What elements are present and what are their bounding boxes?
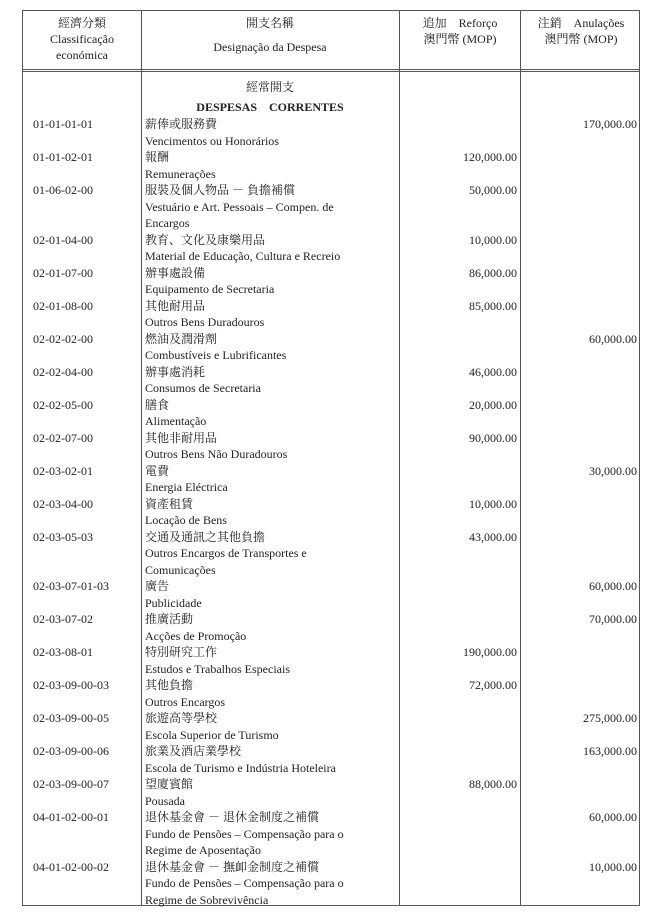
header-text: 追加 Reforço xyxy=(422,16,498,30)
row-description xyxy=(145,496,401,529)
row-description xyxy=(145,397,401,430)
row-description xyxy=(145,644,401,677)
header-text: 澳門幣 (MOP) xyxy=(423,32,497,46)
row-description xyxy=(145,529,401,579)
table-row xyxy=(23,578,639,611)
row-description xyxy=(145,265,401,298)
row-code: 02-03-09-00-07 xyxy=(33,777,109,791)
table-row xyxy=(23,182,639,232)
row-description-pt: Vestuário e Art. Pessoais – Compen. de xyxy=(145,199,334,214)
row-description-cn: 薪俸或服務費 xyxy=(145,117,218,131)
table-row xyxy=(23,298,639,331)
row-code: 02-03-07-01-03 xyxy=(33,579,109,593)
row-description-cn: 交通及通訊之其他負擔 xyxy=(145,529,266,544)
table-row xyxy=(23,364,639,397)
table-row xyxy=(23,776,639,809)
table-row xyxy=(23,496,639,529)
row-anulacoes: 60,000.00 xyxy=(589,579,637,593)
row-description xyxy=(145,364,401,397)
table-row xyxy=(23,644,639,677)
table-row xyxy=(23,611,639,644)
row-anulacoes: 170,000.00 xyxy=(583,117,637,131)
entries xyxy=(23,116,639,908)
table-row xyxy=(23,743,639,776)
row-description-cn: 其他負擔 xyxy=(145,678,194,692)
row-reforco: 10,000.00 xyxy=(469,232,517,247)
row-code: 02-03-02-01 xyxy=(33,463,93,478)
table-row xyxy=(23,859,639,909)
table-row xyxy=(23,232,639,265)
header-text: 開支名稱 xyxy=(245,16,294,30)
table-row xyxy=(23,430,639,463)
row-description-cn: 其他非耐用品 xyxy=(145,430,218,445)
row-description xyxy=(145,182,401,232)
row-reforco: 85,000.00 xyxy=(469,298,517,313)
row-description-cn: 燃油及潤滑劑 xyxy=(145,331,218,346)
row-description xyxy=(145,677,401,710)
row-code: 01-01-01-01 xyxy=(33,117,93,131)
header-text: Designação da Despesa xyxy=(213,40,327,54)
row-description-pt: Material de Educação, Cultura e Recreio xyxy=(145,249,341,263)
row-code: 02-03-07-02 xyxy=(33,612,93,626)
row-description-pt: Alimentação xyxy=(145,414,207,428)
row-reforco: 46,000.00 xyxy=(469,364,517,379)
row-description-pt: Pousada xyxy=(145,793,185,808)
row-description xyxy=(145,331,401,364)
row-description-pt: Acções de Promoção xyxy=(145,628,247,643)
row-anulacoes: 163,000.00 xyxy=(583,744,637,758)
table-row xyxy=(23,710,639,743)
row-description-pt: Consumos de Secretaria xyxy=(145,381,261,395)
row-description xyxy=(145,298,401,331)
row-code: 01-01-02-01 xyxy=(33,150,93,164)
row-reforco: 43,000.00 xyxy=(469,529,517,544)
row-anulacoes: 60,000.00 xyxy=(589,331,637,346)
row-reforco: 50,000.00 xyxy=(469,183,517,197)
header-text: económica xyxy=(56,48,108,62)
row-description-cn: 服裝及個人物品 － 負擔補償 xyxy=(145,183,296,197)
header-anulacoes xyxy=(521,11,641,73)
row-description-pt: Publicidade xyxy=(145,595,202,610)
row-description xyxy=(145,859,401,909)
row-reforco: 88,000.00 xyxy=(469,777,517,791)
table-row xyxy=(23,677,639,710)
row-description-pt: Fundo de Pensões – Compensação para o xyxy=(145,876,344,890)
row-description-pt: Fundo de Pensões – Compensação para o xyxy=(145,826,344,841)
header-text: Classificação xyxy=(50,32,114,46)
row-description xyxy=(145,611,401,644)
table-row xyxy=(23,265,639,298)
row-description-cn: 退休基金會 － 撫卹金制度之補償 xyxy=(145,859,320,874)
row-code: 02-01-04-00 xyxy=(33,232,93,247)
row-code: 02-01-08-00 xyxy=(33,298,93,313)
row-description-pt: Outros Bens Duradouros xyxy=(145,315,265,329)
budget-table xyxy=(22,10,640,906)
header-designation xyxy=(141,11,399,73)
header-text: 經濟分類 xyxy=(57,16,106,30)
row-description xyxy=(145,463,401,496)
header-text: 澳門幣 (MOP) xyxy=(544,32,618,46)
row-anulacoes: 30,000.00 xyxy=(589,463,637,478)
row-description-pt: Comunicações xyxy=(145,562,216,577)
row-reforco: 120,000.00 xyxy=(463,150,517,164)
row-code: 02-03-09-00-03 xyxy=(33,678,109,692)
section-title-pt: DESPESAS CORRENTES xyxy=(196,100,344,114)
row-description-pt: Escola de Turismo e Indústria Hoteleira xyxy=(145,760,336,775)
row-description xyxy=(145,149,401,182)
row-description-pt: Vencimentos ou Honorários xyxy=(145,133,279,148)
row-description-cn: 辦事處設備 xyxy=(145,265,206,280)
row-description-pt: Energia Eléctrica xyxy=(145,480,228,494)
row-reforco: 86,000.00 xyxy=(469,265,517,280)
row-code: 04-01-02-00-01 xyxy=(33,810,109,824)
row-reforco: 90,000.00 xyxy=(469,430,517,445)
row-code: 02-02-05-00 xyxy=(33,397,93,412)
row-description-cn: 教育、文化及康樂用品 xyxy=(145,232,266,247)
row-code: 02-03-08-01 xyxy=(33,645,93,659)
row-description xyxy=(145,710,401,743)
row-code: 02-03-04-00 xyxy=(33,496,93,511)
table-row xyxy=(23,463,639,496)
row-description xyxy=(145,776,401,809)
row-anulacoes: 70,000.00 xyxy=(589,612,637,626)
row-description-cn: 退休基金會 － 退休金制度之補償 xyxy=(145,810,320,824)
row-description-pt: Escola Superior de Turismo xyxy=(145,727,279,742)
row-description-cn: 旅遊高等學校 xyxy=(145,711,218,725)
row-code: 02-01-07-00 xyxy=(33,265,93,280)
row-description-cn: 旅業及酒店業學校 xyxy=(145,744,242,758)
row-description-pt: Regime de Aposentação xyxy=(145,843,261,857)
row-reforco: 190,000.00 xyxy=(463,645,517,659)
header-reforco xyxy=(400,11,520,73)
row-description-cn: 電費 xyxy=(145,463,170,478)
row-reforco: 72,000.00 xyxy=(469,678,517,692)
row-code: 02-02-07-00 xyxy=(33,430,93,445)
row-reforco: 10,000.00 xyxy=(469,496,517,511)
table-row xyxy=(23,809,639,859)
table-row xyxy=(23,149,639,182)
section-title-cn: 經常開支 xyxy=(245,80,294,94)
header-text: 注銷 Anulações xyxy=(537,16,625,30)
row-code: 02-02-02-00 xyxy=(33,331,93,346)
row-code: 04-01-02-00-02 xyxy=(33,859,109,874)
row-description-pt: Encargos xyxy=(145,216,190,230)
table-row xyxy=(23,529,639,579)
row-description-pt: Outros Bens Não Duradouros xyxy=(145,447,288,461)
row-code: 02-03-09-00-06 xyxy=(33,744,109,758)
row-description-pt: Locação de Bens xyxy=(145,513,227,527)
row-description-cn: 推廣活動 xyxy=(145,612,194,626)
row-description xyxy=(145,743,401,776)
row-reforco: 20,000.00 xyxy=(469,397,517,412)
row-code: 01-06-02-00 xyxy=(33,183,93,197)
row-description-pt: Outros Encargos de Transportes e xyxy=(145,546,307,560)
row-anulacoes: 10,000.00 xyxy=(589,859,637,874)
row-description-pt: Estudos e Trabalhos Especiais xyxy=(145,661,290,676)
table-row xyxy=(23,331,639,364)
row-description-cn: 資產租賃 xyxy=(145,496,194,511)
header-classification xyxy=(23,11,141,73)
table-header xyxy=(23,11,639,72)
row-description xyxy=(145,809,401,859)
row-code: 02-02-04-00 xyxy=(33,364,93,379)
row-description xyxy=(145,578,401,611)
row-description-cn: 特別研究工作 xyxy=(145,645,218,659)
row-description-cn: 報酬 xyxy=(145,150,170,164)
row-description-pt: Remunerações xyxy=(145,166,216,181)
row-description-pt: Equipamento de Secretaria xyxy=(145,282,275,296)
row-description-cn: 廣告 xyxy=(145,579,170,593)
row-description-pt: Outros Encargos xyxy=(145,694,226,709)
row-code: 02-03-05-03 xyxy=(33,529,93,544)
row-code: 02-03-09-00-05 xyxy=(33,711,109,725)
row-description-cn: 膳食 xyxy=(145,397,170,412)
table-row xyxy=(23,397,639,430)
row-description-cn: 其他耐用品 xyxy=(145,298,206,313)
row-description-cn: 望廈賓館 xyxy=(145,777,194,791)
row-anulacoes: 275,000.00 xyxy=(583,711,637,725)
row-description-pt: Combustíveis e Lubrificantes xyxy=(145,348,287,362)
row-description-cn: 辦事處消耗 xyxy=(145,364,206,379)
row-description xyxy=(145,232,401,265)
row-description xyxy=(145,116,401,149)
row-description-pt: Regime de Sobrevivência xyxy=(145,892,269,907)
row-description xyxy=(145,430,401,463)
row-anulacoes: 60,000.00 xyxy=(589,810,637,824)
table-row xyxy=(23,116,639,149)
